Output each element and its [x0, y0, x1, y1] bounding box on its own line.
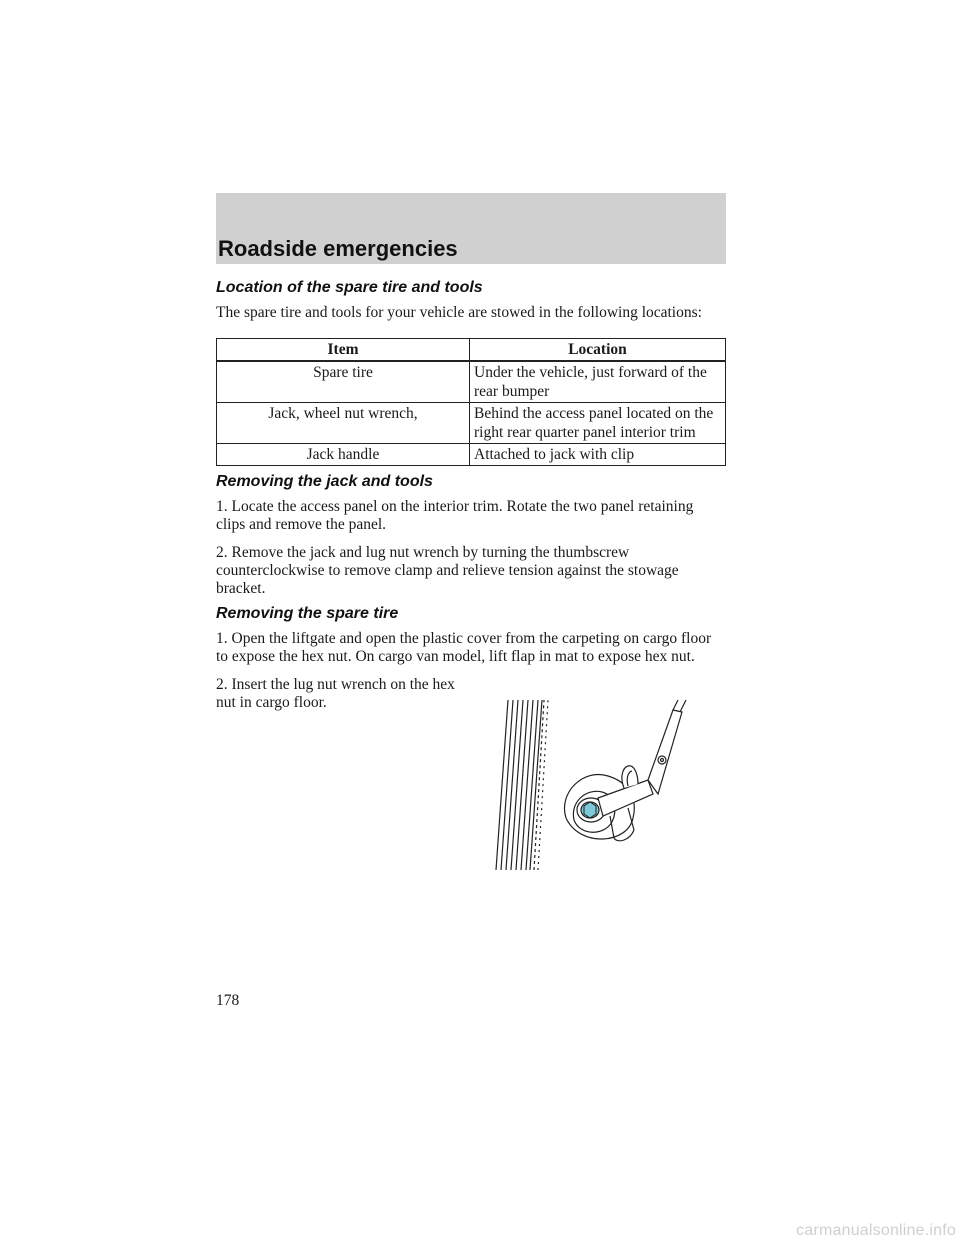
- section-heading-removing-spare: Removing the spare tire: [216, 605, 399, 622]
- table-cell-item: Jack handle: [217, 444, 470, 466]
- table-row: [217, 361, 726, 403]
- lug-wrench-on-hex-nut-illustration: [488, 698, 698, 872]
- table-row: [217, 444, 726, 466]
- section-heading-location: Location of the spare tire and tools: [216, 279, 483, 296]
- page-title: Roadside emergencies: [218, 236, 458, 261]
- section-heading-removing-jack: Removing the jack and tools: [216, 473, 433, 490]
- table-row: [217, 403, 726, 444]
- spare-step-2: 2. Insert the lug nut wrench on the hex nut in cargo floor.: [216, 676, 455, 711]
- table-cell-location: Under the vehicle, just forward of the rear bumper: [470, 361, 726, 403]
- watermark: carmanualsonline.info: [796, 1222, 956, 1239]
- jack-step-2: 2. Remove the jack and lug nut wrench by turning the thumbscrew counterclockwise to remove clamp and relieve tension against the stowage bracket.: [216, 544, 679, 597]
- spare-step-1: 1. Open the liftgate and open the plastic cover from the carpeting on cargo floor to expose the hex nut. On cargo van model, lift flap in mat to expose hex nut.: [216, 630, 712, 665]
- page-content: [216, 278, 726, 712]
- table-cell-location: Behind the access panel located on the right rear quarter panel interior trim: [470, 403, 726, 444]
- table-cell-item: Spare tire: [217, 361, 470, 403]
- intro-paragraph: The spare tire and tools for your vehicle are stowed in the following locations:: [216, 304, 702, 321]
- spare-tools-table: [216, 338, 726, 466]
- table-cell-location: Attached to jack with clip: [470, 444, 726, 466]
- column-header-location: Location: [470, 339, 726, 362]
- table-header-row: [217, 339, 726, 362]
- column-header-item: Item: [217, 339, 470, 362]
- table-cell-item: Jack, wheel nut wrench,: [217, 403, 470, 444]
- page-number: 178: [216, 992, 240, 1009]
- jack-step-1: 1. Locate the access panel on the interior trim. Rotate the two panel retaining clips and remove the panel.: [216, 498, 694, 533]
